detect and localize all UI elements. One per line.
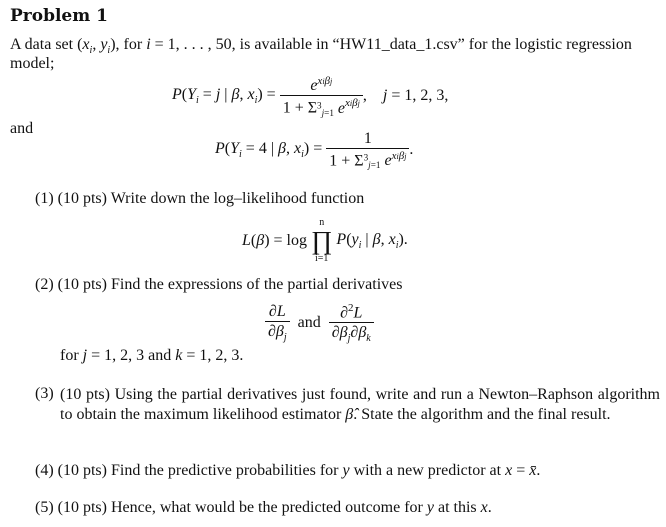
question-4: (4) (10 pts) Find the predictive probabilities for y with a new predictor at x = x̄. [35,462,541,479]
question-2: (2) (10 pts) Find the expressions of the partial derivatives [35,276,403,293]
equation-log-likelihood: L(β) = log n ∏ i=1 $P(y_i$ | β, $x_i$). [242,217,408,264]
and-label: and [10,120,34,137]
equation-partial-derivatives: $\frac{\partial L}{\partial\beta_j}$ and $\frac{\partial^2L}{\partial\beta_j\partial\beta_k}$ [265,302,374,345]
derivative-range: for j = 1, 2, 3 and k = 1, 2, 3. [60,347,244,364]
question-1: (1) (10 pts) Write down the log–likelihood function [35,190,365,207]
equation-prob-j: $P(Y_i = j$ | β, $x_i$) = $\frac{e^{xi\beta j}}{1 + \Sigma^3_{j=1} e^{xi\beta j}}$ , j = 1, 2, 3, [172,75,449,118]
intro-line-2: model; [10,55,55,72]
equation-prob-4: $P(Y_i = 4$ | β, $x_i$) = $\frac{1}{1 + \Sigma^3_{j=1} e^{xi\beta j}}$ . [215,130,414,171]
problem-title: Problem 1 [10,6,108,26]
question-5: (5) (10 pts) Hence, what would be the predicted outcome for y at this x. [35,499,492,516]
question-3: (3) (10 pts) Using the partial derivatives just found, write and run a Newton–Raphson algorithm to obtain the maximum likelihood estimator β̂. State the algorithm and the final result. [35,385,660,423]
intro-line-1: A data set ($x_i$, $y_i$), for i = 1, . . . , 50, is available in “HW11_data_1.csv” for the logistic regression [10,36,632,57]
